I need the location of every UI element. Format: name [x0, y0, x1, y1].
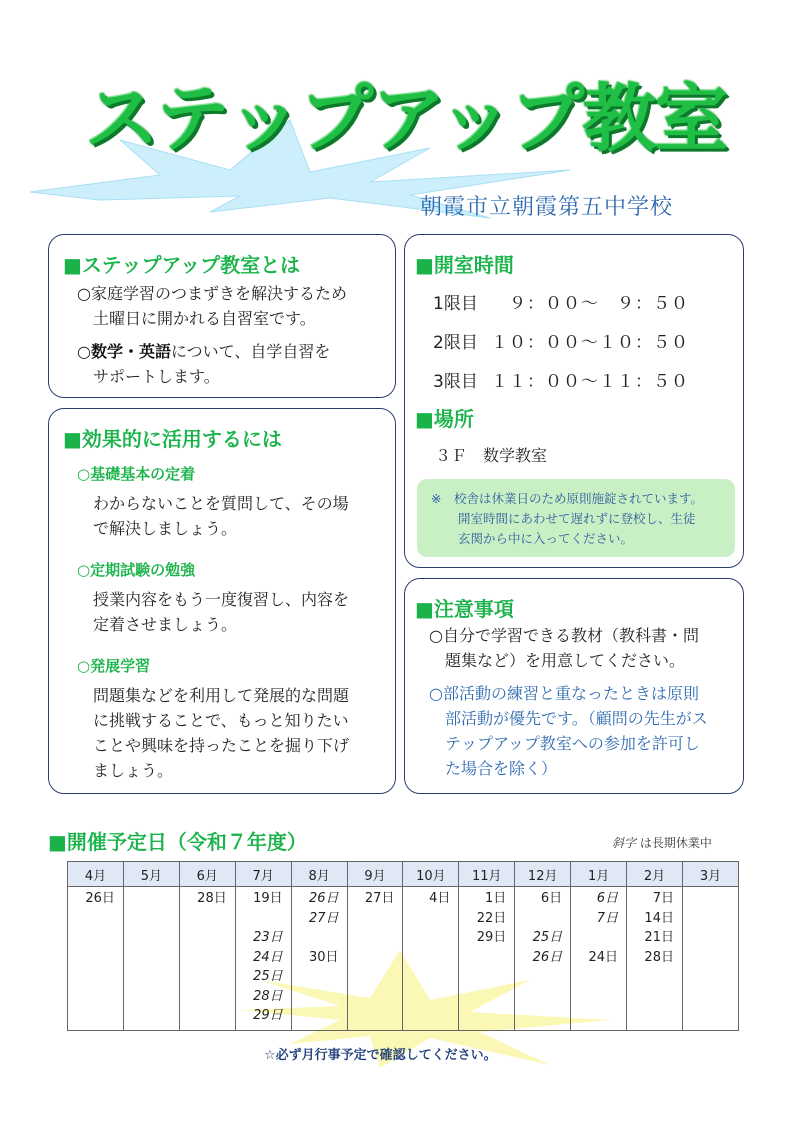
- about-item-1-line-1: ○家庭学習のつまずきを解決するため: [77, 284, 347, 303]
- notes-item-1-line-1: ○自分で学習できる教材（教科書・問: [429, 626, 699, 645]
- month-header: 11月: [459, 862, 515, 887]
- schedule-legend: [612, 834, 712, 851]
- session-date: 21日: [644, 930, 674, 945]
- holiday-date: 7日: [596, 910, 619, 926]
- about-item-2-rest: について、自学自習を: [170, 342, 331, 361]
- usage-section-3-body: [93, 683, 393, 783]
- about-item-1-line-2: 土曜日に開かれる自習室です。: [93, 309, 316, 328]
- notes-item-2-line-3: テップアップ教室への参加を許可し: [445, 734, 700, 753]
- legend-italic-sample: 斜字: [612, 836, 637, 850]
- legend-text: は長期休業中: [636, 836, 712, 850]
- period-2-label: 2限目: [433, 333, 478, 353]
- holiday-date: 25日: [532, 930, 563, 945]
- session-date: [575, 928, 618, 948]
- period-3-label: 3限目: [433, 372, 478, 392]
- place-heading: ■場所: [415, 407, 474, 431]
- month-header: 5月: [123, 862, 179, 887]
- session-date: [240, 909, 283, 929]
- month-header: 7月: [235, 862, 291, 887]
- holiday-date: 27日: [308, 910, 339, 926]
- session-date: 14日: [644, 910, 674, 926]
- hours-heading: ■開室時間: [415, 253, 514, 277]
- usage-section-3-line-3: ことや興味を持ったことを掘り下げ: [93, 736, 350, 755]
- main-title: ステップアップ教室: [85, 76, 727, 162]
- holiday-date: 25日: [253, 969, 283, 984]
- session-date: 19日: [253, 891, 283, 906]
- session-date: 28日: [644, 949, 674, 965]
- session-date: 6日: [540, 891, 563, 906]
- session-date: 29日: [476, 930, 507, 945]
- about-item-2-prefix: ○: [77, 342, 91, 361]
- month-header-row: [68, 862, 739, 887]
- month-dates-cell: [235, 887, 291, 1031]
- about-item-2-line-2: サポートします。: [93, 367, 220, 386]
- holiday-date: 26日: [532, 949, 563, 965]
- month-dates-cell: [347, 887, 403, 1031]
- hours-panel: [404, 234, 744, 568]
- session-date: [519, 909, 562, 929]
- usage-section-1-body: [93, 491, 393, 541]
- usage-heading: ■効果的に活用するには: [63, 427, 282, 451]
- month-header: 3月: [682, 862, 738, 887]
- lock-notice: [417, 479, 735, 557]
- holiday-date: 23日: [253, 930, 283, 945]
- notes-panel: [404, 578, 744, 794]
- month-header: 1月: [571, 862, 627, 887]
- month-dates-cell: [403, 887, 459, 1031]
- month-dates-cell: [291, 887, 347, 1031]
- lock-notice-line-3: 玄関から中に入ってください。: [458, 531, 634, 546]
- usage-section-2-title: ○定期試験の勉強: [77, 561, 196, 579]
- usage-section-1-line-2: で解決しましょう。: [93, 519, 238, 538]
- holiday-date: 26日: [308, 891, 339, 906]
- month-dates-cell: [179, 887, 235, 1031]
- about-heading: ■ステップアップ教室とは: [63, 253, 301, 277]
- schedule-table: [67, 861, 739, 1031]
- month-dates-cell: [682, 887, 738, 1031]
- month-dates-cell: [571, 887, 627, 1031]
- notes-item-2-line-4: た場合を除く）: [445, 759, 558, 778]
- session-date: 1日: [484, 891, 507, 906]
- month-header: 10月: [403, 862, 459, 887]
- month-header: 8月: [291, 862, 347, 887]
- lock-notice-line-1: ※ 校舎は休業日のため原則施錠されています。: [431, 491, 703, 506]
- month-dates-cell: [123, 887, 179, 1031]
- notes-item-1-line-2: 題集など）を用意してください。: [445, 651, 686, 670]
- period-row-2: [433, 328, 689, 353]
- period-1-time: ９：００～ ９：５０: [491, 294, 689, 314]
- about-item-2-line-1: [77, 339, 393, 364]
- holiday-date: 24日: [253, 949, 283, 965]
- month-header: 12月: [515, 862, 571, 887]
- holiday-date: 28日: [253, 988, 283, 1004]
- month-dates-cell: [459, 887, 515, 1031]
- session-date: 4日: [429, 891, 451, 906]
- session-date: 7日: [652, 891, 674, 906]
- session-date: 26日: [85, 891, 115, 906]
- usage-panel: [48, 408, 396, 794]
- usage-section-1-line-1: わからないことを質問して、その場: [93, 494, 349, 513]
- period-2-time: １０：００～１０：５０: [491, 333, 689, 353]
- usage-section-3-title: ○発展学習: [77, 657, 151, 675]
- notes-body: [429, 623, 743, 781]
- month-dates-cell: [627, 887, 683, 1031]
- month-dates-cell: [515, 887, 571, 1031]
- period-row-3: [433, 367, 689, 392]
- usage-section-3-line-1: 問題集などを利用して発展的な問題: [93, 686, 350, 705]
- usage-section-3-line-4: ましょう。: [93, 761, 174, 780]
- usage-section-2-line-1: 授業内容をもう一度復習し、内容を: [93, 590, 350, 609]
- notes-item-2-line-1: ○部活動の練習と重なったときは原則: [429, 684, 699, 703]
- usage-section-3-line-2: に挑戦することで、もっと知りたい: [93, 711, 349, 730]
- period-row-1: [433, 289, 689, 314]
- month-header: 9月: [347, 862, 403, 887]
- date-row: [68, 887, 739, 1031]
- schedule-footnote: ☆必ず月行事予定で確認してください。: [264, 1048, 497, 1063]
- session-date: 22日: [476, 910, 507, 926]
- usage-section-2-body: [93, 587, 393, 637]
- usage-section-2-line-2: 定着させましょう。: [93, 615, 238, 634]
- session-date: 24日: [588, 949, 619, 965]
- month-header: 2月: [627, 862, 683, 887]
- lock-notice-line-2: 開室時間にあわせて遅れずに登校し、生徒: [458, 511, 696, 526]
- month-header: 4月: [68, 862, 124, 887]
- place-text: ３Ｆ 数学教室: [435, 446, 548, 465]
- notes-heading: ■注意事項: [415, 597, 514, 621]
- month-header: 6月: [179, 862, 235, 887]
- holiday-date: 6日: [596, 891, 619, 906]
- holiday-date: 29日: [253, 1008, 283, 1023]
- session-date: 30日: [308, 949, 339, 965]
- session-date: [296, 928, 339, 948]
- session-date: 27日: [364, 891, 395, 906]
- notes-item-2-line-2: 部活動が優先です。（顧問の先生がス: [445, 709, 708, 728]
- schedule-heading: ■開催予定日（令和７年度）: [48, 830, 307, 854]
- period-1-label: 1限目: [433, 294, 478, 314]
- month-dates-cell: [68, 887, 124, 1031]
- about-panel: [48, 234, 396, 398]
- school-name: 朝霞市立朝霞第五中学校: [420, 195, 674, 220]
- session-date: 28日: [197, 891, 227, 906]
- period-3-time: １１：００～１１：５０: [491, 372, 689, 392]
- about-item-2-bold: 数学・英語: [90, 342, 171, 361]
- usage-section-1-title: ○基礎基本の定着: [77, 465, 196, 483]
- about-body: [77, 281, 393, 389]
